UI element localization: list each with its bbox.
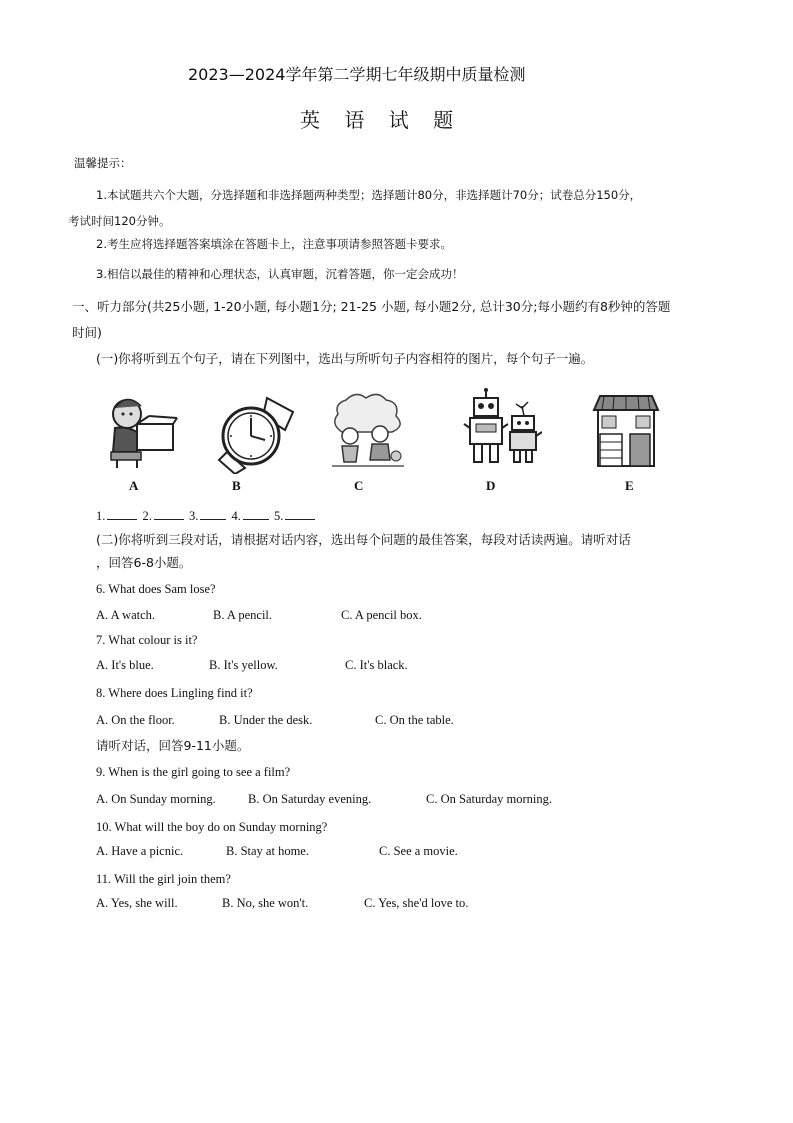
question-stem: 7. What colour is it? — [96, 633, 198, 647]
option-a[interactable]: A. On Sunday morning. — [96, 792, 216, 806]
dialog2-instruction: 请听对话，回答9-11小题。 — [96, 738, 250, 753]
option-a[interactable]: A. A watch. — [96, 608, 156, 622]
answer-blank[interactable] — [243, 508, 269, 520]
option-a[interactable]: A. It's blue. — [96, 658, 154, 672]
option-b[interactable]: B. It's yellow. — [209, 658, 278, 672]
option-c[interactable]: C. A pencil box. — [341, 608, 422, 622]
picture-label-a: A — [129, 478, 139, 493]
option-c[interactable]: C. On Saturday morning. — [426, 792, 553, 806]
answer-blank[interactable] — [200, 508, 226, 520]
blank-label: 1. — [96, 509, 106, 523]
picture-label-d: D — [486, 478, 496, 493]
question-stem: 10. What will the boy do on Sunday morning? — [96, 820, 328, 834]
question-stem: 9. When is the girl going to see a film? — [96, 765, 291, 779]
option-a[interactable]: A. Yes, she will. — [96, 896, 178, 910]
blank-label: 3. — [189, 509, 199, 523]
blank-label: 2. — [142, 509, 152, 523]
option-c[interactable]: C. On the table. — [375, 713, 454, 727]
option-c[interactable]: C. See a movie. — [379, 844, 458, 858]
question-stem: 11. Will the girl join them? — [96, 872, 231, 886]
children-playing-icon — [326, 390, 408, 470]
picture-label-e: E — [625, 478, 634, 493]
wristwatch-icon — [215, 394, 297, 474]
child-at-desk-icon — [103, 392, 178, 470]
subject-title: 英 语 试 题 — [300, 108, 463, 132]
notice-heading: 温馨提示： — [74, 156, 132, 170]
option-b[interactable]: B. Stay at home. — [226, 844, 309, 858]
notice-item-1: 1.本试题共六个大题，分选择题和非选择题两种类型；选择题计80分，非选择题计70分；试卷总分150分， — [96, 188, 642, 202]
option-b[interactable]: B. A pencil. — [213, 608, 273, 622]
answer-blanks — [96, 508, 317, 524]
question-stem: 8. Where does Lingling find it? — [96, 686, 253, 700]
picture-label-c: C — [354, 478, 364, 493]
exam-title: 2023—2024学年第二学期七年级期中质量检测 — [188, 65, 526, 84]
answer-blank[interactable] — [285, 508, 315, 520]
blank-label: 5. — [274, 509, 284, 523]
option-a[interactable]: A. Have a picnic. — [96, 844, 184, 858]
option-b[interactable]: B. Under the desk. — [219, 713, 313, 727]
part2-instruction: (二)你将听到三段对话，请根据对话内容，选出每个问题的最佳答案，每段对话读两遍。请听对话 — [96, 532, 631, 547]
notice-item-1-cont: 考试时间120分钟。 — [68, 214, 171, 228]
notice-item-2: 2.考生应将选择题答案填涂在答题卡上，注意事项请参照答题卡要求。 — [96, 237, 452, 251]
option-c[interactable]: C. It's black. — [345, 658, 408, 672]
picture-label-b: B — [232, 478, 241, 493]
question-stem: 6. What does Sam lose? — [96, 582, 216, 596]
shop-building-icon — [592, 392, 660, 468]
option-b[interactable]: B. On Saturday evening. — [248, 792, 372, 806]
answer-blank[interactable] — [154, 508, 184, 520]
notice-item-3: 3.相信以最佳的精神和心理状态，认真审题，沉着答题，你一定会成功！ — [96, 267, 464, 281]
option-b[interactable]: B. No, she won't. — [222, 896, 309, 910]
option-a[interactable]: A. On the floor. — [96, 713, 175, 727]
robots-icon — [462, 388, 542, 468]
section-heading-cont: 时间) — [72, 325, 102, 340]
option-c[interactable]: C. Yes, she'd love to. — [364, 896, 469, 910]
blank-label: 4. — [231, 509, 241, 523]
answer-blank[interactable] — [107, 508, 137, 520]
part2-instruction-cont: ，回答6-8小题。 — [96, 555, 192, 570]
section-heading: 一、听力部分(共25小题, 1-20小题, 每小题1分; 21-25 小题, 每小题2分, 总计30分;每小题约有8秒钟的答题 — [72, 299, 671, 314]
part1-instruction: (一)你将听到五个句子，请在下列图中，选出与所听句子内容相符的图片，每个句子一遍。 — [96, 351, 594, 366]
